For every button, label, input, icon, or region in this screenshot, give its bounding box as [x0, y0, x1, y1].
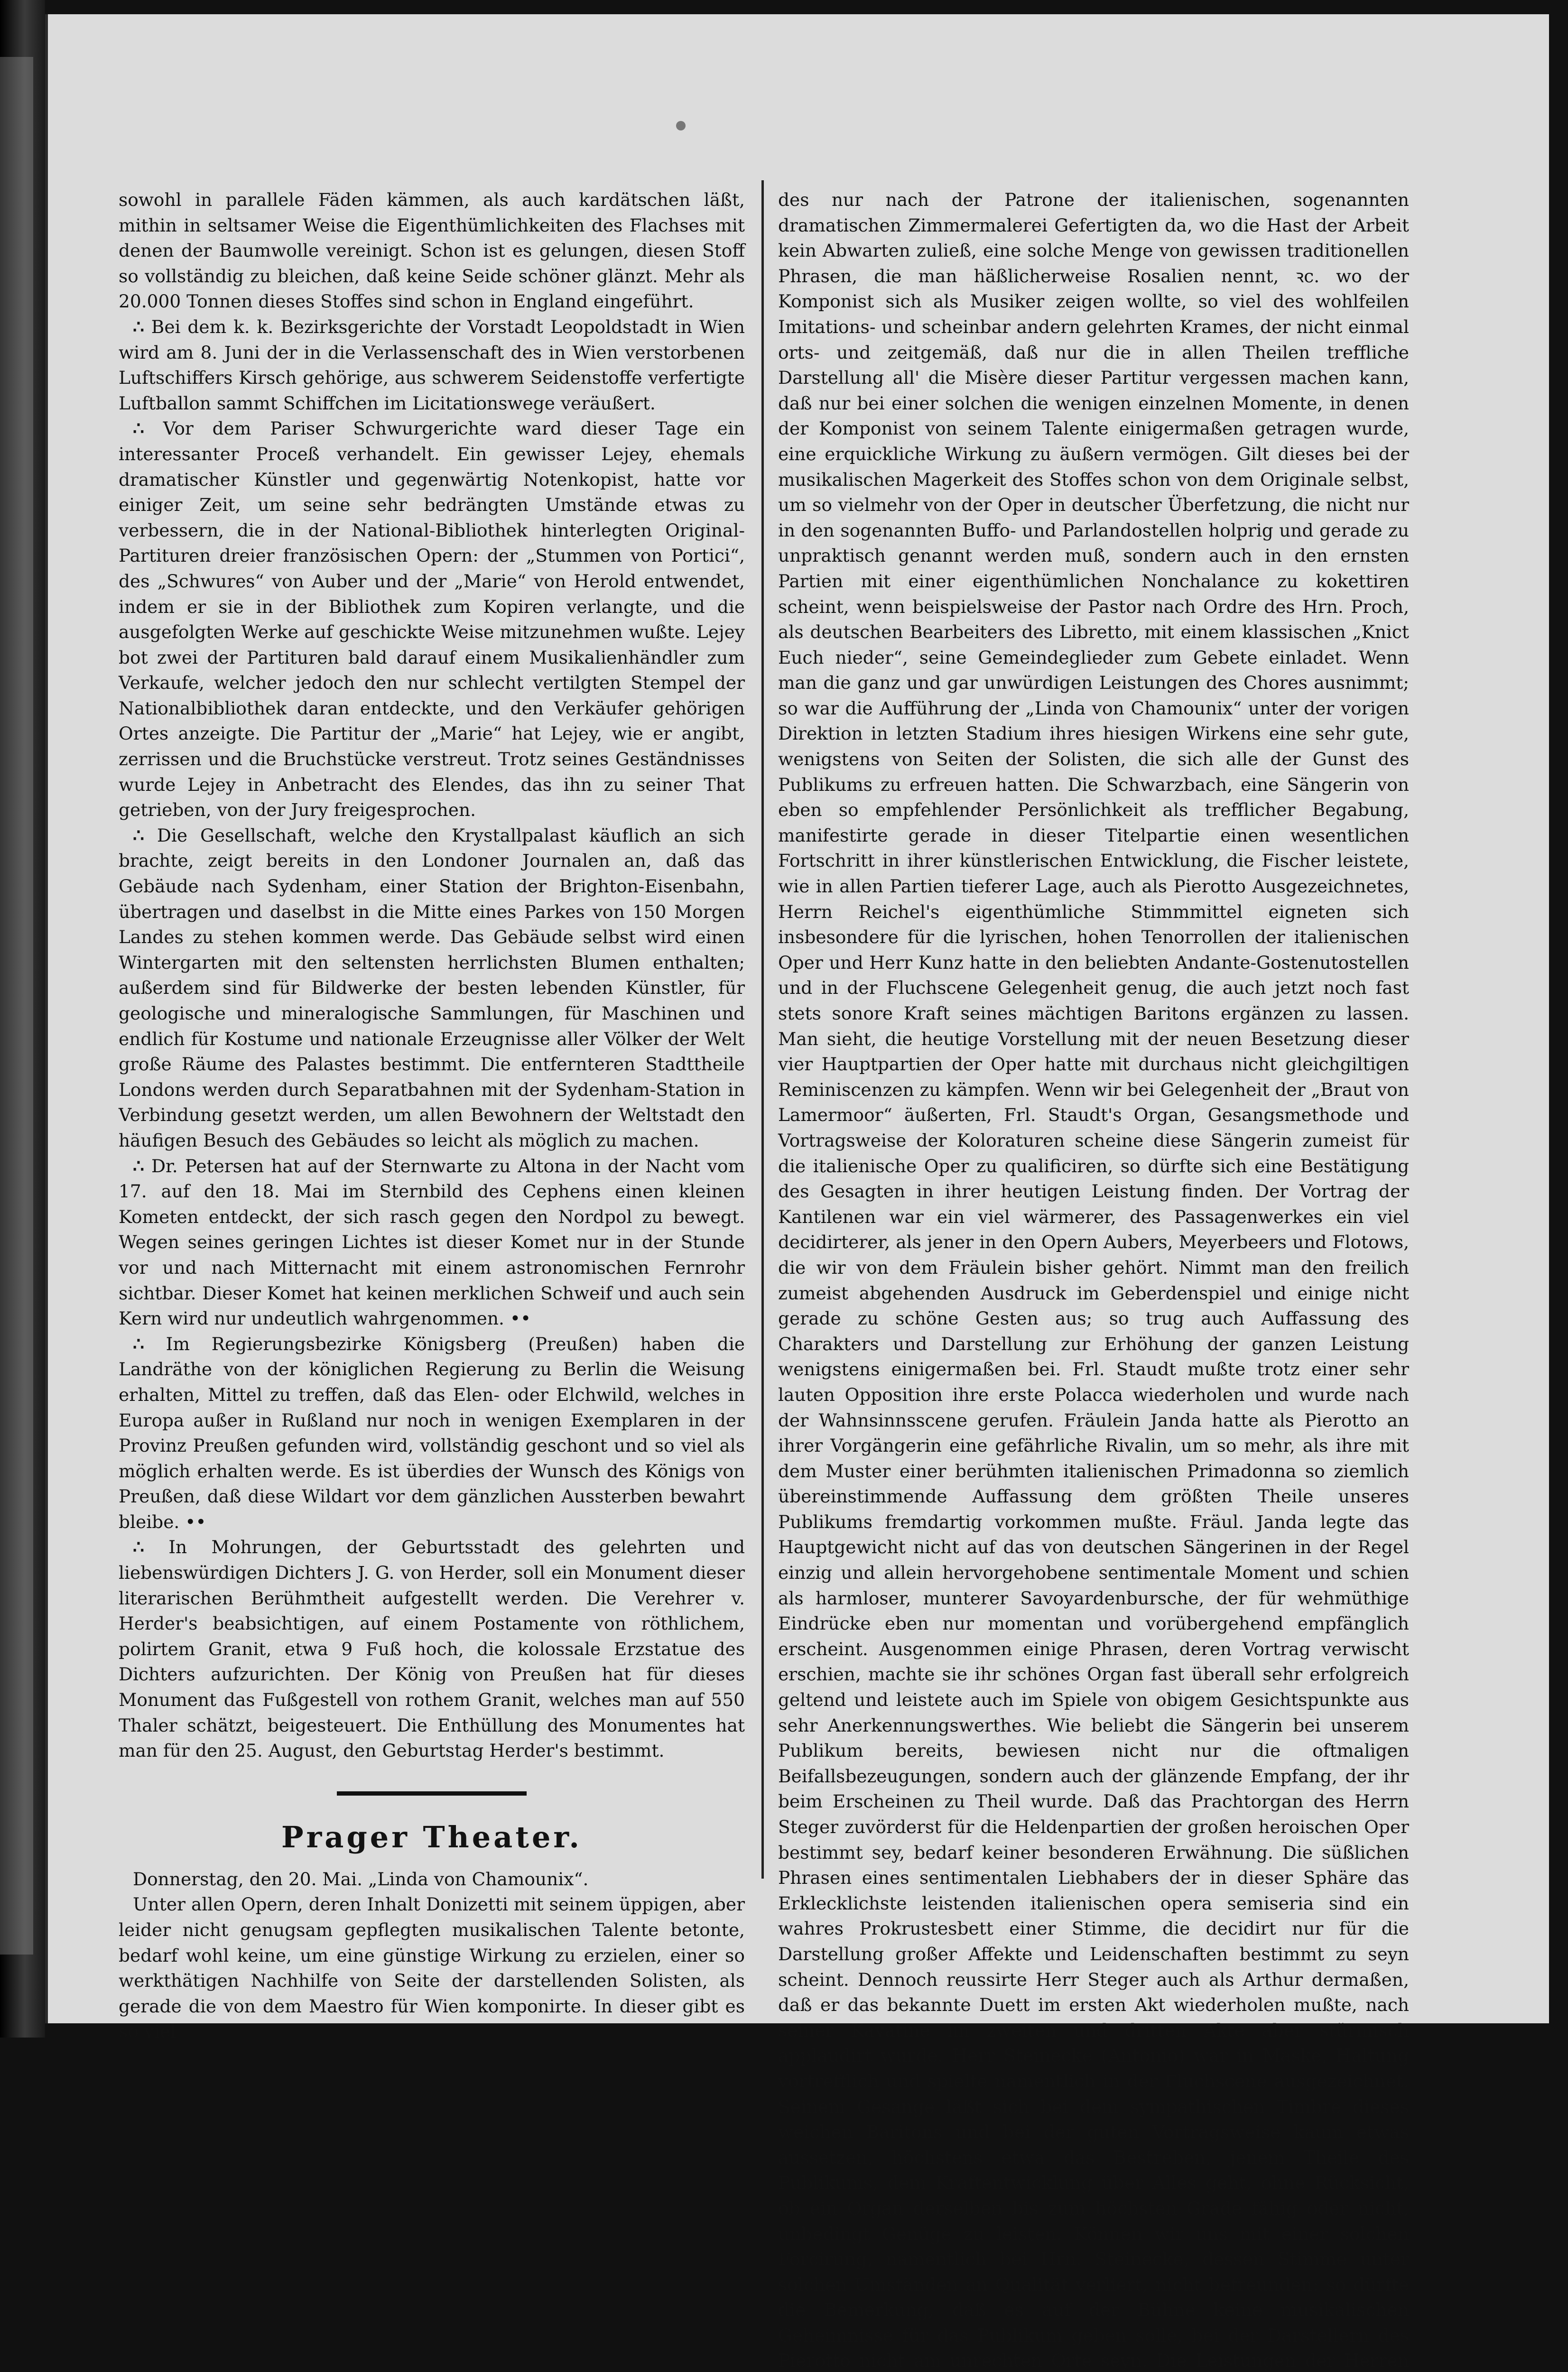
news-item-luftballon [119, 315, 745, 416]
page-ink-dot [676, 121, 686, 130]
review-date-line: Donnerstag, den 20. Mai. „Linda von Chamounix“. [133, 1868, 589, 1890]
star-marker: ∴ [133, 418, 144, 439]
star-marker: ∴ [133, 825, 144, 846]
right-column [778, 187, 1409, 2372]
news-item-text: Vor dem Pariser Schwurgerichte ward dieser Tage ein interessanter Proceß verhandelt. Ein gewisser Lejey, ehemals dramatischer Künstler und gegenwärtig Notenkopist, hatte vor einiger Zeit, um seine sehr bedrängten Umstände etwas zu verbessern, die in der National-Bibliothek hinterlegten Original-Partituren dreier französischen Opern: der „Stummen von Portici“, des „Schwures“ von Auber und der „Marie“ von Herold entwendet, indem er sie in der Bibliothek zum Kopiren verlangte, und die ausgefolgten Werke auf geschickte Weise mitzunehmen wußte. Lejey bot zwei der Partituren bald darauf einem Musikalienhändler zum Verkaufe, welcher jedoch den nur schlecht vertilgten Stempel der Nationalbibliothek daran entdeckte, und den Verkäufer gehörigen Ortes anzeigte. Die Partitur der „Marie“ hat Lejey, wie er angibt, zerrissen und die Bruchstücke verstreut. Trotz seines Geständnisses wurde Lejey in Anbetracht des Elendes, das ihn zu seiner That getrieben, von der Jury freigesprochen. [119, 418, 745, 821]
news-item-elk [119, 1332, 745, 1535]
review-continuation: des nur nach der Patrone der italienischen, sogenannten dramatischen Zimmermalerei Gefertigten da, wo die Hast der Arbeit kein Abwarten zuließ, eine solche Menge von gewissen traditionellen Phrasen, die man häßlicherweise Rosalien nennt, ꝛc. wo der Komponist sich als Musiker zeigen wollte, so viel des wohlfeilen Imitations- und scheinbar andern gelehrten Krames, der nicht einmal orts- und zeitgemäß, daß nur die in allen Theilen treffliche Darstellung all' die Misère dieser Partitur vergessen machen kann, daß nur bei einer solchen die wenigen einzelnen Momente, in denen der Komponist von seinem Talente einigermaßen getragen wurde, eine erquickliche Wirkung zu äußern vermögen. Gilt dieses bei der musikalischen Magerkeit des Stoffes schon von dem Originale selbst, um so vielmehr von der Oper in deutscher Überfetzung, die nicht nur in den sogenannten Buffo- und Parlandostellen holprig und gerade zu unpraktisch genannt werden muß, sondern auch in den ernsten Partien mit einer eigenthümlichen Nonchalance zu kokettiren scheint, wenn beispielsweise der Pastor nach Ordre des Hrn. Proch, als deutschen Bearbeiters des Libretto, mit einem klassischen „Knict Euch nieder“, seine Gemeindeglieder zum Gebete einladet. Wenn man die ganz und gar unwürdigen Leistungen des Chores ausnimmt; so war die Aufführung der „Linda von Chamounix“ unter der vorigen Direktion in letzten Stadium ihres hiesigen Wirkens eine sehr gute, wenigstens von Seiten der Solisten, die sich alle der Gunst des Publikums zu erfreuen hatten. Die Schwarzbach, eine Sängerin von eben so empfehlender Persönlichkeit als trefflicher Begabung, manifestirte gerade in dieser Titelpartie einen wesentlichen Fortschritt in ihrer künstlerischen Entwicklung, die Fischer leistete, wie in allen Partien tieferer Lage, auch als Pierotto Ausgezeichnetes, Herrn Reichel's eigenthümliche Stimmmittel eigneten sich insbesondere für die lyrischen, hohen Tenorrollen der italienischen Oper und Herr Kunz hatte in den beliebten Andante-Gostenutostellen und in der Fluchscene Gelegenheit genug, die auch jetzt noch fast stets sonore Kraft seines mächtigen Baritons ergänzen zu lassen. Man sieht, die heutige Vorstellung mit der neuen Besetzung dieser vier Hauptpartien der Oper hatte mit durchaus nicht gleichgiltigen Reminiscenzen zu kämpfen. Wenn wir bei Gelegenheit der „Braut von Lamermoor“ äußerten, Frl. Staudt's Organ, Gesangsmethode und Vortragsweise der Koloraturen scheine diese Sängerin zumeist für die italienische Oper zu qualificiren, so dürfte sich eine Bestätigung des Gesagten in ihrer heutigen Leistung finden. Der Vortrag der Kantilenen war ein viel wärmerer, des Passagenwerkes ein viel decidirterer, als jener in den Opern Aubers, Meyerbeers und Flotows, die wir von dem Fräulein bisher gehört. Nimmt man den freilich zumeist abgehenden Ausdruck im Geberdenspiel und einige nicht gerade zu schöne Gesten aus; so trug auch Auffassung des Charakters und Darstellung zur Erhöhung der ganzen Leistung wenigstens einigermaßen bei. Frl. Staudt mußte trotz einer sehr lauten Opposition ihre erste Polacca wiederholen und wurde nach der Wahnsinnsscene gerufen. Fräulein Janda hatte als Pierotto an ihrer Vorgängerin eine gefährliche Rivalin, um so mehr, als ihre mit dem Muster einer berühmten italienischen Primadonna so ziemlich übereinstimmende Auffassung dem größten Theile unseres Publikums fremdartig vorkommen mußte. Fräul. Janda legte das Hauptgewicht nicht auf das von deutschen Sängerinen in der Regel einzig und allein hervorgehobene sentimentale Moment und schien als harmloser, munterer Savoyardenbursche, der für wehmüthige Eindrücke eben nur momentan und vorübergehend empfänglich erscheint. Ausgenommen einige Phrasen, deren Vortrag verwischt erschien, machte sie ihr schönes Organ fast überall sehr erfolgreich geltend und leistete auch im Spiele von obigem Gesichtspunkte aus sehr Anerkennungswerthes. Wie beliebt die Sängerin bei unserem Publikum bereits, bewiesen nicht nur die oftmaligen Beifallsbezeugungen, sondern auch der glänzende Empfang, der ihr beim Erscheinen zu Theil wurde. Daß das Prachtorgan des Herrn Steger zuvörderst für die Heldenpartien der großen heroischen Oper bestimmt sey, bedarf keiner besonderen Erwähnung. Die süßlichen Phrasen eines sentimentalen Liebhabers der in dieser Sphäre das Erklecklichste leistenden italienischen opera semiseria sind ein wahres Prokrustesbett einer Stimme, die decidirt nur für die Darstellung großer Affekte und Leidenschaften bestimmt zu seyn scheint. Dennoch reussirte Herr Steger auch als Arthur dermaßen, daß er das bekannte Duett im ersten Akt wiederholen mußte, nach seiner Kavatine im zweiten und dritten Akte aber stürmisch applaudirt wurde. Herr Steinecke (Antonio) war in Maske, Haltung vortrefflich und spielte namentlich in der Fluchscene ausgezeichnet. Seinem Gesange läßt sich bei dem sympathischen Timbre dieses weichen Baritons und bei der guten Vortragsweise kaum etwas aussetzen, höchstens etwa das Bestreben, jenem Theile des Publikums, dem Kraftentwicklung über Alles geht, ohne Rücksicht, ob ein Organ derselben bis zum höchsten Grade fähig oder nicht, unbedingt Genüge zu leisten. Können wir uns mit einer solchen Forcirung, namentlich bei Hrn. Steinecke, dessen Stimme unter solchen Umständen an Qualität verliert, nicht befreunden: so dürfte die Bemerkung, daß es auf der Bühne keine musikalischen Geheimnisse für das Publikum geben solle, bei der Darstellern des Pierotto nicht am unrechten Orte seyn. Die Leistungen der Herren [778, 189, 1409, 2372]
end-mark: •• [185, 1511, 206, 1532]
review-paragraph: Unter allen Opern, deren Inhalt Donizetti mit seinem üppigen, aber leider nicht genugsam gepflegten musikalischen Talente betonte, bedarf wohl keine, um eine günstige Wirkung zu erzielen, einer so werkthätigen Nachhilfe von Seite der darstellenden Solisten, als gerade die von dem Maestro für Wien komponirte. In dieser gibt es so viel [119, 1894, 745, 2042]
news-item-text: Bei dem k. k. Bezirksgerichte der Vorstadt Leopoldstadt in Wien wird am 8. Juni der in die Verlassenschaft des in Wien verstorbenen Luftschiffers Kirsch gehörige, aus schwerem Seidenstoffe verfertigte Luftballon sammt Schiffchen im Licitationswege veräußert. [119, 316, 745, 414]
section-separator-rule [337, 1791, 527, 1796]
news-item-comet [119, 1154, 745, 1332]
news-item-text: Im Regierungsbezirke Königsberg (Preußen) haben die Landräthe von der königlichen Regierung zu Berlin die Weisung erhalten, Mittel zu treffen, daß das Elen- oder Elchwild, welches in Europa außer in Rußland nur noch in wenigen Exemplaren in der Provinz Preußen gefunden wird, vollständig geschont und so viel als möglich erhalten werde. Es ist überdies der Wunsch des Königs von Preußen, daß diese Wildart vor dem gänzlichen Aussterben bewahrt bleibe. [119, 1333, 745, 1532]
news-item-herder-monument [119, 1535, 745, 1763]
book-binding-edge [0, 0, 45, 2038]
news-item-crystal-palace [119, 823, 745, 1154]
news-item-paris-trial [119, 416, 745, 823]
star-marker: ∴ [133, 1333, 144, 1354]
column-divider [761, 180, 764, 1879]
news-item-text: Die Gesellschaft, welche den Krystallpalast käuflich an sich brachte, zeigt bereits in den Londoner Journalen an, daß das Gebäude nach Sydenham, einer Station der Brighton-Eisenbahn, übertragen und daselbst in die Mitte eines Parkes von 150 Morgen Landes zu stehen kommen werde. Das Gebäude selbst wird einen Wintergarten mit den seltensten herrlichsten Blumen enthalten; außerdem sind für Bildwerke der besten lebenden Künstler, für geologische und mineralogische Sammlungen, für Maschinen und endlich für Kostume und nationale Erzeugnisse aller Völker der Welt große Räume des Palastes bestimmt. Die entfernteren Stadttheile Londons werden durch Separatbahnen mit der Sydenham-Station in Verbindung gesetzt werden, um allen Bewohnern der Weltstadt den häufigen Besuch des Gebäudes so leicht als möglich zu machen. [119, 825, 745, 1151]
section-headline: Prager Theater. [281, 1819, 582, 1854]
end-mark: •• [510, 1308, 531, 1329]
news-item-text: In Mohrungen, der Geburtsstadt des gelehrten und liebenswürdigen Dichters J. G. von Herder, soll ein Monument dieser literarischen Berühmtheit aufgestellt werden. Die Verehrer v. Herder's beabsichtigen, auf einem Postamente von röthlichem, polirtem Granit, etwa 9 Fuß hoch, die kolossale Erzstatue des Dichters aufzurichten. Der König von Preußen hat für dieses Monument das Fußgestell von rothem Granit, welches man auf 550 Thaler schätzt, beigesteuert. Die Enthüllung des Monumentes hat man für den 25. August, den Geburtstag Herder's bestimmt. [119, 1537, 745, 1761]
article-continuation-cotton: sowohl in parallele Fäden kämmen, als auch kardätschen läßt, mithin in seltsamer Weise die Eigenthümlichkeiten des Flachses mit denen der Baumwolle vereinigt. Schon ist es gelungen, diesen Stoff so vollständig zu bleichen, daß keine Seide schöner glänzt. Mehr als 20.000 Tonnen dieses Stoffes sind schon in England eingeführt. [119, 189, 745, 312]
star-marker: ∴ [133, 316, 144, 337]
star-marker: ∴ [133, 1155, 144, 1177]
left-column [119, 187, 745, 2045]
previous-page-sliver [0, 57, 33, 1955]
news-item-text: Dr. Petersen hat auf der Sternwarte zu Altona in der Nacht vom 17. auf den 18. Mai im Sternbild des Cephens einen kleinen Kometen entdeckt, der sich rasch gegen den Nordpol zu bewegt. Wegen seines geringen Lichtes ist dieser Komet nur in der Stunde vor und nach Mitternacht mit einem astronomischen Fernrohr sichtbar. Dieser Komet hat keinen merklichen Schweif und auch sein Kern wird nur undeutlich wahrgenommen. [119, 1155, 745, 1329]
star-marker: ∴ [133, 1537, 144, 1558]
